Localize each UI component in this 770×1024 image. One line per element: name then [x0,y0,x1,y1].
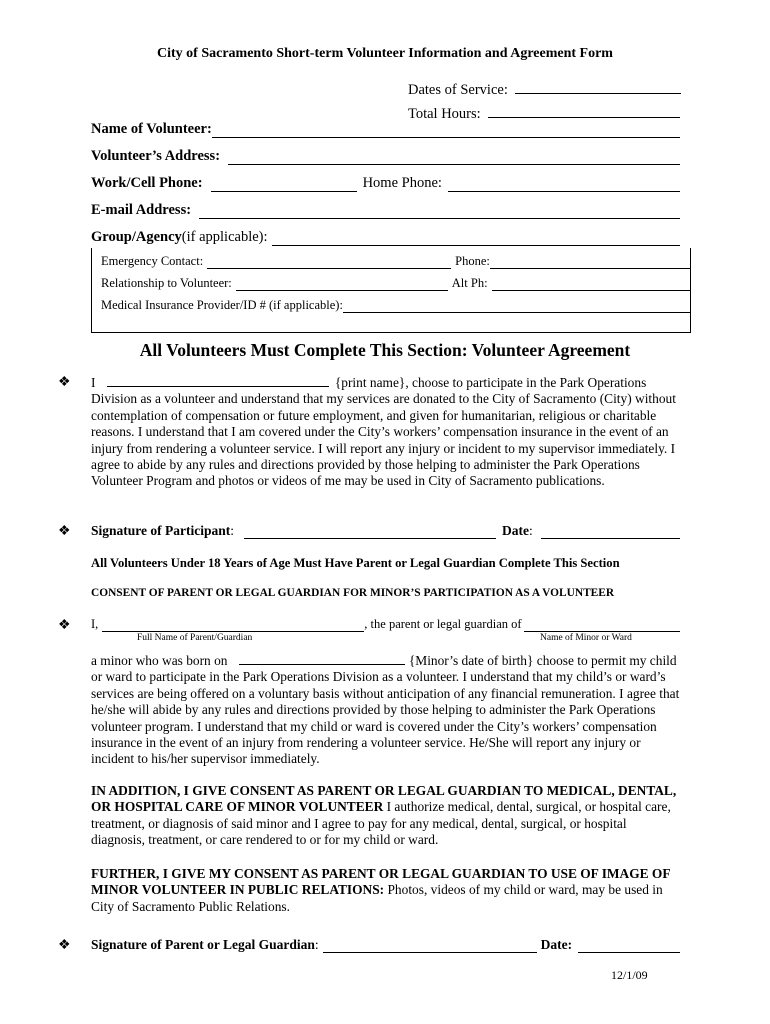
image-consent-paragraph [91,866,683,915]
minor-name-field[interactable] [524,617,680,632]
email-field[interactable] [199,203,680,219]
bullet-icon: ❖ [58,618,71,633]
agreement-i: I [91,375,96,390]
medical-consent-bold: IN ADDITION, I GIVE CONSENT AS PARENT OR LEGAL GUARDIAN TO MEDICAL, DENTAL, OR HOSPITAL CARE OF MINOR VOLUNTEER [91,783,677,815]
image-consent-text: Photos, videos of my child or ward, may be used in City of Sacramento Public Relations. [91,882,663,914]
print-name-field[interactable] [107,374,329,387]
group-label-bold: Group/Agency [91,229,182,245]
parent-text: , the parent or legal guardian of [364,617,522,631]
group-label-rest: (if applicable): [181,229,268,245]
agreement-heading: All Volunteers Must Complete This Section: Volunteer Agreement [139,340,631,360]
medical-consent-paragraph [91,783,683,849]
address-field[interactable] [228,149,680,165]
bullet-icon: ❖ [58,524,71,539]
born-prefix: a minor who was born on [91,653,228,668]
parent-name-caption: Full Name of Parent/Guardian [137,633,253,643]
consent-heading: CONSENT OF PARENT OR LEGAL GUARDIAN FOR MINOR’S PARTICIPATION AS A VOLUNTEER [91,587,615,599]
total-hours-row [408,103,680,123]
born-text: {Minor’s date of birth} choose to permit my child or ward to participate in the Park Operations Division as a volunteer. I understand that my child’s or ward’s services are being offered on a voluntary basis without anticipation of any financial remuneration. I agree that he/she will abide by any rules and directions provided by those helping to administer the Park Operations volunteer program. I understand that my child or ward is covered under the City’s workers’ compensation insurance in the event of an injury from rendering a volunteer service. He/She will report any injury or incident to his/her supervisor immediately. [91,653,680,767]
parent-name-field[interactable] [102,617,364,632]
medical-insurance-row [101,298,690,313]
participant-signature-label: Signature of Participant [91,523,231,538]
participant-date-field[interactable] [541,524,680,539]
dates-of-service-row [408,79,681,99]
dates-of-service-field[interactable] [515,79,681,94]
total-hours-label: Total Hours: [408,106,481,122]
agreement-text: {print name}, choose to participate in the Park Operations Division as a volunteer and understand that my services are donated to the City of Sacramento (City) without contemplation of compensation or future employment, and given for humanitarian, religious or charitable reasons. I understand that I am covered under the City’s workers’ compensation insurance in the event of an injury from rendering a volunteer service. I will report any injury or incident to my supervisor immediately. I agree to abide by any rules and directions provided by those helping to administer the Park Operations Volunteer Program and photos or videos of me may be used in City of Sacramento publications. [91,375,676,489]
participant-signature-field[interactable] [244,524,496,539]
bullet-icon: ❖ [58,375,71,390]
address-label: Volunteer’s Address: [91,148,221,164]
name-row [91,121,680,138]
emergency-contact-row [101,254,690,269]
total-hours-field[interactable] [488,103,680,118]
home-phone-label: Home Phone: [362,175,442,191]
work-phone-label: Work/Cell Phone: [91,175,203,191]
emergency-contact-box [91,248,691,333]
group-row [91,229,680,246]
address-row [91,148,680,165]
medical-consent-text: I authorize medical, dental, surgical, or hospital care, treatment, or diagnosis of said minor and I agree to pay for any medical, dental, surgical, or hospital diagnosis, treatment, or care rendered to or for my child or ward. [91,799,671,848]
relationship-field[interactable] [236,277,448,291]
email-label: E-mail Address: [91,202,192,218]
name-label: Name of Volunteer: [91,121,212,137]
parent-name-row [91,617,680,632]
emergency-phone-label: Phone: [455,254,490,268]
guardian-signature-label: Signature of Parent or Legal Guardian [91,937,315,952]
image-consent-bold: FURTHER, I GIVE MY CONSENT AS PARENT OR LEGAL GUARDIAN TO USE OF IMAGE OF MINOR VOLUNTEER IN PUBLIC RELATIONS: [91,866,671,898]
relationship-row [101,276,690,291]
minor-section-heading: All Volunteers Under 18 Years of Age Must Have Parent or Legal Guardian Complete This Section [91,556,620,570]
name-field[interactable] [212,122,680,138]
relationship-label: Relationship to Volunteer: [101,276,232,290]
minor-dob-field[interactable] [239,652,405,665]
bullet-icon: ❖ [58,938,71,953]
agreement-paragraph [91,374,683,490]
medical-insurance-field[interactable] [343,299,690,313]
phone-row [91,175,680,192]
participant-date-label: Date [502,523,530,538]
participant-signature-row: Signature of Participant : Date : [91,523,680,539]
emergency-phone-field[interactable] [490,255,690,269]
minor-name-caption: Name of Minor or Ward [540,633,632,643]
medical-insurance-label: Medical Insurance Provider/ID # (if applicable): [101,298,343,312]
emergency-contact-field[interactable] [207,255,451,269]
guardian-signature-field[interactable] [323,938,537,953]
form-title: City of Sacramento Short-term Volunteer Information and Agreement Form [157,46,613,61]
parent-i: I, [91,617,99,631]
minor-paragraph [91,652,683,768]
email-row [91,202,680,219]
guardian-date-field[interactable] [578,938,680,953]
emergency-contact-label: Emergency Contact: [101,254,204,268]
guardian-signature-row: Signature of Parent or Legal Guardian : Date: [91,937,680,953]
work-phone-field[interactable] [211,176,357,192]
guardian-date-label: Date: [540,937,573,952]
home-phone-field[interactable] [448,176,680,192]
group-field[interactable] [272,230,680,246]
alt-phone-label: Alt Ph: [451,276,488,290]
alt-phone-field[interactable] [492,277,690,291]
revision-date: 12/1/09 [611,968,648,982]
dates-of-service-label: Dates of Service: [408,82,508,98]
